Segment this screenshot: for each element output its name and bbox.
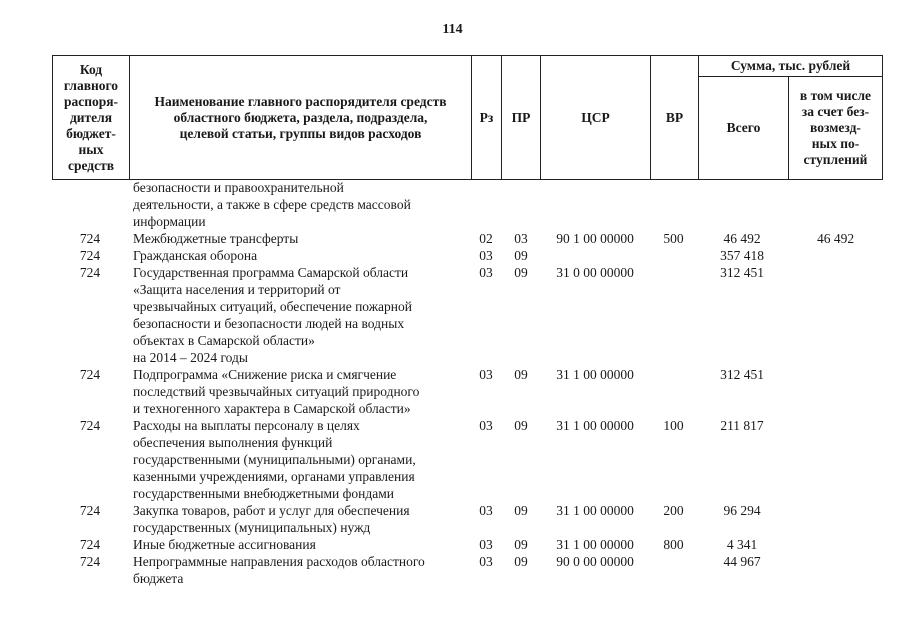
cell-name: Государственная программа Самарской области «Защита населения и территорий от чрезвычайных ситуаций, обеспечение пожарной безопасности и безопасности людей на водных объектах в Самарской области» на 2014 – 2024 годы	[133, 265, 412, 365]
cell-bezv: 46 492	[816, 231, 855, 246]
cell-pr: 09	[514, 248, 528, 263]
cell-vsego: 211 817	[720, 418, 764, 433]
cell-kod: 724	[79, 231, 101, 246]
cell-vsego: 46 492	[723, 231, 761, 246]
table-row	[0, 536, 905, 553]
cell-csr: 90 0 00 00000	[556, 554, 634, 569]
cell-name: безопасности и правоохранительной деятельности, а также в сфере средств массовой информации	[133, 180, 411, 229]
header-pr: ПР	[501, 55, 541, 180]
cell-vsego: 312 451	[720, 367, 764, 382]
cell-name: Межбюджетные трансферты	[133, 231, 299, 246]
cell-rz: 03	[479, 265, 493, 280]
cell-kod: 724	[79, 418, 101, 433]
cell-rz: 03	[479, 503, 493, 518]
cell-vsego: 44 967	[723, 554, 761, 569]
table-row	[0, 179, 905, 230]
cell-kod: 724	[79, 367, 101, 382]
cell-kod: 724	[79, 503, 101, 518]
cell-rz: 02	[479, 231, 493, 246]
cell-kod: 724	[79, 554, 101, 569]
cell-rz: 03	[479, 248, 493, 263]
cell-pr: 09	[514, 367, 528, 382]
table-row	[0, 247, 905, 264]
cell-vr: 500	[663, 231, 684, 246]
table-body	[0, 179, 905, 587]
cell-vsego: 312 451	[720, 265, 764, 280]
header-vr: ВР	[650, 55, 699, 180]
cell-rz: 03	[479, 537, 493, 552]
cell-pr: 09	[514, 554, 528, 569]
cell-name: Подпрограмма «Снижение риска и смягчение последствий чрезвычайных ситуаций природного и техногенного характера в Самарской области»	[133, 367, 420, 416]
table-row	[0, 366, 905, 417]
header-rz: Рз	[471, 55, 502, 180]
cell-vr: 200	[663, 503, 684, 518]
cell-rz: 03	[479, 418, 493, 433]
table-row	[0, 502, 905, 536]
cell-csr: 31 1 00 00000	[556, 418, 634, 433]
header-summa: Сумма, тыс. рублей	[698, 55, 883, 77]
cell-pr: 09	[514, 503, 528, 518]
cell-name: Непрограммные направления расходов областного бюджета	[133, 554, 425, 586]
cell-vsego: 357 418	[720, 248, 764, 263]
cell-csr: 31 1 00 00000	[556, 537, 634, 552]
cell-name: Расходы на выплаты персоналу в целях обеспечения выполнения функций государственными (муниципальными) органами, казенными учреждениями, органами управления государственными внебюджетными фондами	[133, 418, 416, 501]
cell-kod: 724	[79, 248, 101, 263]
cell-csr: 31 0 00 00000	[556, 265, 634, 280]
cell-kod: 724	[79, 265, 101, 280]
cell-pr: 09	[514, 537, 528, 552]
cell-name: Иные бюджетные ассигнования	[133, 537, 316, 552]
cell-name: Гражданская оборона	[133, 248, 258, 263]
cell-vsego: 4 341	[726, 537, 758, 552]
cell-csr: 31 1 00 00000	[556, 367, 634, 382]
cell-rz: 03	[479, 367, 493, 382]
cell-name: Закупка товаров, работ и услуг для обеспечения государственных (муниципальных) нужд	[133, 503, 410, 535]
header-name: Наименование главного распорядителя средств областного бюджета, раздела, подраздела, целевой статьи, группы видов расходов	[129, 55, 472, 180]
table-row	[0, 264, 905, 366]
table-row	[0, 230, 905, 247]
cell-vsego: 96 294	[723, 503, 761, 518]
cell-rz: 03	[479, 554, 493, 569]
header-csr: ЦСР	[540, 55, 651, 180]
cell-vr: 100	[663, 418, 684, 433]
header-kod: Код главного распоря- дителя бюджет- ных средств	[52, 55, 130, 180]
header-vsego: Всего	[698, 76, 789, 180]
cell-pr: 03	[514, 231, 528, 246]
table-row	[0, 417, 905, 502]
header-bezv: в том числе за счет без- возмезд- ных по- ступлений	[788, 76, 883, 180]
cell-kod: 724	[79, 537, 101, 552]
cell-csr: 90 1 00 00000	[556, 231, 634, 246]
cell-pr: 09	[514, 418, 528, 433]
cell-vr: 800	[663, 537, 684, 552]
table-row	[0, 553, 905, 587]
cell-pr: 09	[514, 265, 528, 280]
cell-csr: 31 1 00 00000	[556, 503, 634, 518]
page-number: 114	[442, 22, 463, 37]
